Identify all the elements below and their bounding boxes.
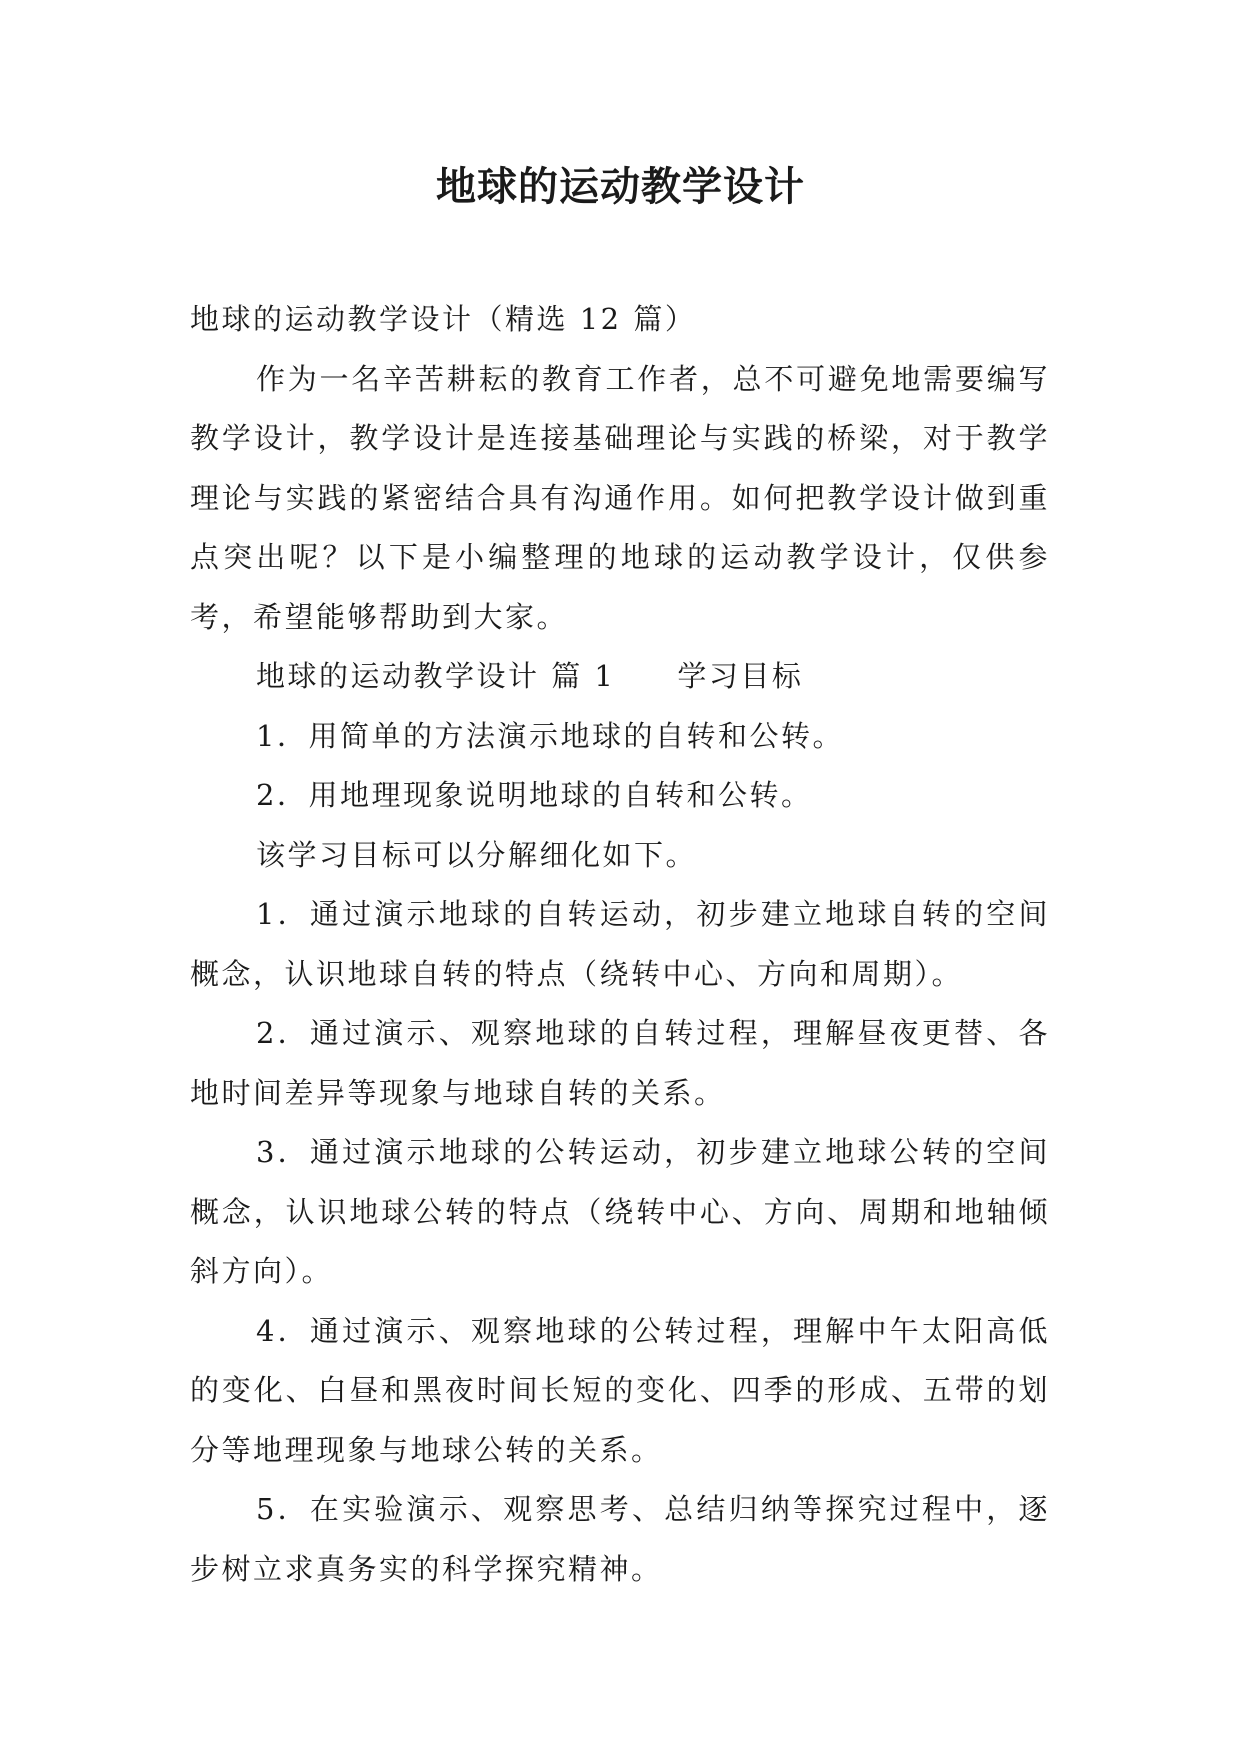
section-heading-line	[190, 647, 1050, 707]
section-heading: 地球的运动教学设计 篇 1	[256, 659, 616, 693]
objective-item: 1．用简单的方法演示地球的自转和公转。	[256, 718, 844, 753]
intro-paragraph: 作为一名辛苦耕耘的教育工作者，总不可避免地需要编写教学设计，教学设计是连接基础理论与实践的桥梁，对于教学理论与实践的紧密结合具有沟通作用。如何把教学设计做到重点突出呢？以下是小编整理的地球的运动教学设计，仅供参考，希望能够帮助到大家。	[190, 361, 1050, 634]
detail-item: 1．通过演示地球的自转运动，初步建立地球自转的空间概念，认识地球自转的特点（绕转中心、方向和周期）。	[190, 897, 1050, 991]
breakdown-intro: 该学习目标可以分解细化如下。	[256, 837, 698, 872]
detail-item: 3．通过演示地球的公转运动，初步建立地球公转的空间概念，认识地球公转的特点（绕转中心、方向、周期和地轴倾斜方向）。	[190, 1135, 1050, 1288]
section-label: 学习目标	[677, 659, 804, 693]
document-title: 地球的运动教学设计	[436, 164, 805, 210]
detail-item: 2．通过演示、观察地球的自转过程，理解昼夜更替、各地时间差异等现象与地球自转的关系。	[190, 1016, 1050, 1110]
document-body	[190, 290, 1050, 1599]
detail-item: 4．通过演示、观察地球的公转过程，理解中午太阳高低的变化、白昼和黑夜时间长短的变化、四季的形成、五带的划分等地理现象与地球公转的关系。	[190, 1313, 1050, 1467]
document-subtitle: 地球的运动教学设计（精选 12 篇）	[190, 302, 697, 336]
objective-item: 2．用地理现象说明地球的自转和公转。	[256, 778, 813, 812]
detail-item: 5．在实验演示、观察思考、总结归纳等探究过程中，逐步树立求真务实的科学探究精神。	[190, 1492, 1050, 1586]
